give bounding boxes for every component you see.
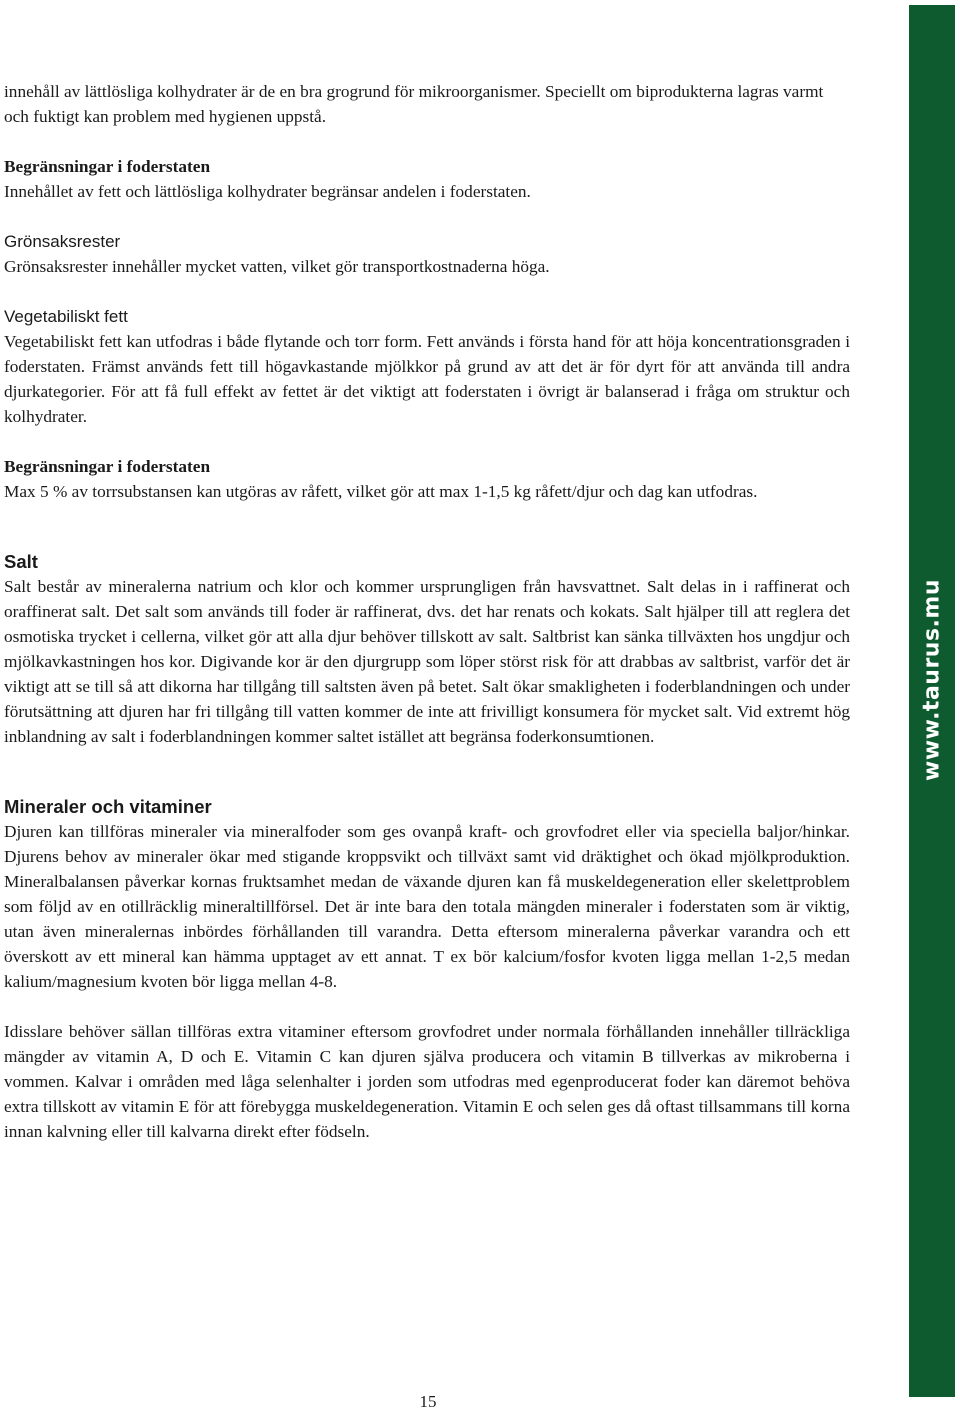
vegetabiliskt-fett-text: Vegetabiliskt fett kan utfodras i både flytande och torr form. Fett används i första hand för att höja koncentrationsgraden i foderstaten. Främst används fett till högavkastande mjölkkor på grund av att det är för dyrt för att använda till andra djurkategorier. För att få full effekt av fettet är det viktigt att foderstaten i övrigt är balanserad i fråga om struktur och kolhydrater. (4, 332, 850, 426)
heading-vegetabiliskt-fett: Vegetabiliskt fett (4, 307, 128, 326)
salt-text: Salt består av mineralerna natrium och klor och kommer ursprungligen från havsvattnet. Salt delas in i raffinerat och oraffinerat salt. Det salt som används till foder är raffinerat, dvs. det har renats och kokats. Salt hjälper till att reglera det osmotiska trycket i cellerna, vilket gör att alla djur behöver tillskott av salt. Saltbrist kan sänka tillväxten hos ungdjur och mjölkavkastningen hos kor. Digivande kor är den djurgrupp som löper störst risk för att drabbas av saltbrist, varför det är viktigt att se till så att dikorna har tillgång till saltsten även på betet. Salt ökar smakligheten i foderblandningen och under förutsättning att djuren har fri tillgång till vatten kommer de inte att frivilligt konsumera för mycket salt. Vid extremt hög inblandning av salt i foderblandningen kommer saltet istället att begränsa foderkonsumtionen. (4, 577, 850, 746)
mineraler-text: Djuren kan tillföras mineraler via mineralfoder som ges ovanpå kraft- och grovfodret eller via speciella baljor/hinkar. Djurens behov av mineraler ökar med stigande kroppsvikt och tillväxt samt vid dräktighet och ökad mjölkproduktion. Mineralbalansen påverkar kornas fruktsamhet medan de växande djuren kan få muskeldegeneration eller skelettproblem som följd av en otillräcklig mineraltillförsel. Det är inte bara den totala mängden mineraler i foderstaten som är viktig, utan även mineralernas inbördes förhållanden till varandra. Detta eftersom mineralerna påverkar varandra och ett överskott av ett mineral kan hämma upptaget av ett annat. T ex bör kalcium/fosfor kvoten ligga mellan 1-2,5 medan kalium/magnesium kvoten bör ligga mellan 4-8. (4, 822, 850, 991)
website-url: www.taurus.mu (919, 579, 945, 781)
begransningar-2-text: Max 5 % av torrsubstansen kan utgöras av råfett, vilket gör att max 1-1,5 kg råfett/djur och dag kan utfodras. (4, 482, 758, 501)
page-content (4, 79, 850, 1144)
heading-mineraler-och-vitaminer: Mineraler och vitaminer (4, 796, 212, 817)
gronsaksrester-text: Grönsaksrester innehåller mycket vatten, vilket gör transportkostnaderna höga. (4, 257, 550, 276)
vitaminer-text: Idisslare behöver sällan tillföras extra vitaminer eftersom grovfodret under normala förhållanden innehåller tillräckliga mängder av vitamin A, D och E. Vitamin C kan djuren själva producera och vitamin B tillverkas av mikroberna i vommen. Kalvar i områden med låga selenhalter i jorden som utfodras med egenproducerat foder kan däremot behöva extra tillskott av vitamin E för att förebygga muskeldegeneration. Vitamin E och selen ges då oftast tillsammans till korna innan kalvning eller till kalvarna direkt efter födseln. (4, 1022, 850, 1141)
intro-paragraph: innehåll av lättlösliga kolhydrater är de en bra grogrund för mikroorganismer. Speciellt om biprodukterna lagras varmt och fuktigt kan problem med hygienen uppstå. (4, 82, 824, 126)
heading-salt: Salt (4, 551, 38, 572)
begransningar-1-text: Innehållet av fett och lättlösliga kolhydrater begränsar andelen i foderstaten. (4, 182, 531, 201)
page-number: 15 (419, 1392, 437, 1411)
heading-gronsaksrester: Grönsaksrester (4, 232, 121, 251)
heading-begransningar-2: Begränsningar i foderstaten (4, 457, 211, 476)
heading-begransningar-1: Begränsningar i foderstaten (4, 157, 211, 176)
